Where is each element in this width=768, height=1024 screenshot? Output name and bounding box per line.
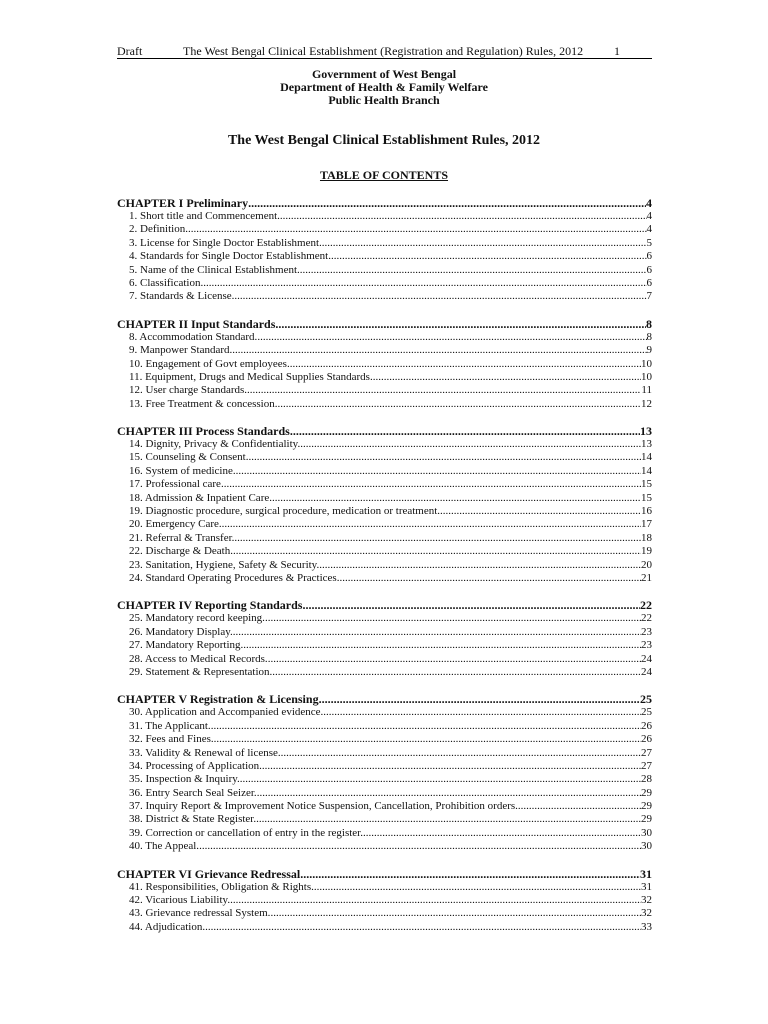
toc-section-entry-page: 23 [641, 625, 652, 638]
dot-leader [314, 881, 641, 894]
toc-section-entry-title: 35. Inspection & Inquiry. [129, 773, 240, 786]
toc-section-entry[interactable] [117, 706, 652, 719]
toc-section-entry-page: 26 [641, 719, 652, 732]
toc-section-entry[interactable] [117, 787, 652, 800]
toc-section-entry[interactable] [117, 881, 652, 894]
toc-section-entry-page: 4 [646, 210, 652, 222]
toc-chapter-entry-title: CHAPTER I Preliminary [117, 196, 249, 210]
toc-section-entry-title: 28. Access to Medical Records. [129, 652, 268, 665]
toc-section-entry-title: 13. Free Treatment & concession. [129, 397, 278, 410]
toc-section-entry[interactable] [117, 894, 652, 907]
toc-section-entry-page: 33 [641, 920, 652, 933]
toc-section-entry-title: 44. Adjudication. [129, 920, 206, 933]
toc-section-entry-page: 31 [641, 880, 652, 893]
toc-section-entry-page: 24 [641, 652, 652, 665]
toc-section-entry-title: 42. Vicarious Liability. [129, 894, 231, 907]
toc-section-entry[interactable] [117, 626, 652, 639]
toc-chapter-block [117, 692, 652, 853]
toc-section-entry-page: 8 [646, 330, 652, 343]
toc-section-entry-page: 15 [641, 491, 652, 504]
toc-section-entry[interactable] [117, 344, 652, 357]
toc-section-entry[interactable] [117, 653, 652, 666]
dot-leader [270, 907, 641, 920]
toc-section-entry-title: 21. Referral & Transfer. [129, 531, 235, 544]
toc-section-entry[interactable] [117, 478, 652, 491]
toc-section-entry[interactable] [117, 223, 652, 236]
toc-section-entry[interactable] [117, 264, 652, 277]
dot-leader [290, 424, 640, 438]
toc-section-entry[interactable] [117, 760, 652, 773]
toc-chapter-block [117, 598, 652, 679]
authority-line: Government of West Bengal [311, 67, 457, 81]
toc-section-entry-page: 32 [641, 894, 652, 907]
toc-chapter-entry-page: 4 [646, 196, 652, 210]
header-page-number: 1 [614, 44, 620, 58]
dot-leader [300, 438, 641, 451]
dot-leader [300, 264, 647, 277]
toc-section-entry[interactable] [117, 720, 652, 733]
toc-section-entry-page: 12 [641, 397, 652, 410]
dot-leader [188, 223, 647, 236]
dot-leader [272, 666, 641, 679]
dot-leader [268, 653, 641, 666]
toc-section-entry-title: 30. Application and Accompanied evidence. [129, 706, 324, 719]
running-header [117, 44, 652, 59]
toc-chapter-entry-page: 31 [640, 866, 652, 881]
dot-leader [257, 331, 646, 344]
toc-section-entry-title: 18. Admission & Inpatient Care. [129, 491, 272, 504]
dot-leader [256, 813, 641, 826]
toc-section-entry-page: 27 [641, 746, 652, 759]
toc-section-entry[interactable] [117, 733, 652, 746]
toc-section-entry-title: 33. Validity & Renewal of license. [129, 746, 281, 759]
toc-section-entry[interactable] [117, 451, 652, 464]
toc-section-entry[interactable] [117, 492, 652, 505]
toc-section-entry-page: 17 [641, 518, 652, 531]
toc-section-entry-page: 6 [646, 276, 652, 289]
authority-line: Department of Health & Family Welfare [280, 80, 488, 94]
toc-section-entry[interactable] [117, 921, 652, 934]
authority-line: Public Health Branch [328, 93, 440, 107]
toc-section-entry[interactable] [117, 559, 652, 572]
dot-leader [277, 398, 641, 411]
issuing-authority [0, 68, 768, 107]
toc-heading: TABLE OF CONTENTS [319, 168, 449, 182]
toc-section-entry-page: 14 [641, 464, 652, 477]
dot-leader [234, 532, 641, 545]
toc-section-entry[interactable] [117, 210, 652, 223]
dot-leader [230, 894, 641, 907]
toc-section-entry-page: 15 [641, 478, 652, 491]
toc-chapter-entry-page: 13 [640, 424, 652, 439]
table-of-contents [117, 196, 652, 934]
toc-section-entry-title: 27. Mandatory Reporting. [129, 639, 244, 652]
toc-section-entry-page: 28 [641, 773, 652, 786]
toc-section-entry-page: 23 [641, 639, 652, 652]
dot-leader [339, 572, 641, 585]
toc-chapter-entry[interactable] [117, 867, 652, 881]
toc-chapter-entry-title: CHAPTER III Process Standards [117, 424, 290, 439]
dot-leader [265, 612, 641, 625]
dot-leader [243, 639, 641, 652]
toc-section-entry-title: 12. User charge Standards. [129, 384, 248, 397]
toc-section-entry[interactable] [117, 505, 652, 518]
toc-section-entry[interactable] [117, 827, 652, 840]
toc-section-entry-title: 19. Diagnostic procedure, surgical procedure, medication or treatment. [129, 505, 441, 518]
toc-section-entry-title: 9. Manpower Standard. [129, 344, 233, 357]
toc-section-entry-title: 22. Discharge & Death. [129, 545, 233, 558]
dot-leader [440, 505, 641, 518]
page-title: The West Bengal Clinical Establishment Rules, 2012 [227, 133, 541, 148]
toc-section-entry-title: 41. Responsibilities, Obligation & Rights. [129, 880, 314, 893]
toc-section-entry[interactable] [117, 465, 652, 478]
toc-section-entry-page: 4 [646, 223, 652, 236]
dot-leader [518, 800, 641, 813]
dot-leader [214, 733, 641, 746]
dot-leader [203, 277, 646, 290]
toc-section-entry-title: 43. Grievance redressal System. [129, 907, 271, 920]
toc-chapter-entry-page: 8 [646, 316, 652, 331]
dot-leader [205, 921, 641, 934]
header-document-title: The West Bengal Clinical Establishment (Registration and Regulation) Rules, 2012 [183, 44, 584, 58]
toc-section-entry[interactable] [117, 398, 652, 411]
dot-leader [240, 773, 641, 786]
dot-leader [300, 867, 640, 881]
toc-section-entry-title: 17. Professional care. [129, 478, 224, 491]
toc-chapter-entry[interactable] [117, 692, 652, 706]
dot-leader [363, 827, 641, 840]
toc-chapter-entry-page: 25 [640, 692, 652, 707]
toc-section-entry-title: 7. Standards & License. [129, 290, 235, 303]
toc-section-entry-page: 27 [641, 759, 652, 772]
dot-leader [323, 706, 641, 719]
toc-chapter-block [117, 317, 652, 411]
toc-chapter-entry-title: CHAPTER VI Grievance Redressal [117, 866, 301, 881]
toc-section-entry-title: 23. Sanitation, Hygiene, Safety & Security. [129, 558, 320, 571]
toc-chapter-entry-page: 22 [640, 598, 652, 613]
toc-section-entry[interactable] [117, 612, 652, 625]
toc-section-entry-title: 32. Fees and Fines. [129, 733, 214, 746]
dot-leader [302, 598, 640, 612]
toc-section-entry-title: 34. Processing of Application. [129, 759, 262, 772]
toc-section-entry[interactable] [117, 384, 652, 397]
toc-section-entry-page: 19 [641, 545, 652, 558]
toc-section-entry-title: 4. Standards for Single Doctor Establishment [129, 250, 329, 263]
toc-section-entry-title: 5. Name of the Clinical Establishment. [129, 263, 300, 276]
toc-section-entry-title: 26. Mandatory Display. [129, 625, 233, 638]
toc-section-entry[interactable] [117, 666, 652, 679]
toc-section-entry-page: 20 [641, 558, 652, 571]
toc-section-entry-title: 3. License for Single Doctor Establishment [129, 236, 320, 249]
toc-section-entry[interactable] [117, 518, 652, 531]
toc-chapter-entry-title: CHAPTER V Registration & Licensing [117, 692, 319, 707]
toc-section-entry-page: 6 [646, 263, 652, 276]
dot-leader [328, 250, 646, 263]
dot-leader [224, 478, 641, 491]
dot-leader [248, 451, 641, 464]
toc-section-entry-page: 24 [641, 665, 652, 678]
toc-section-entry-title: 2. Definition. [129, 223, 188, 236]
toc-section-entry-title: 16. System of medicine [129, 464, 233, 477]
toc-section-entry-page: 25 [641, 706, 652, 719]
toc-section-entry[interactable] [117, 277, 652, 290]
dot-leader [222, 518, 641, 531]
toc-section-entry-page: 5 [646, 236, 652, 249]
toc-chapter-entry[interactable] [117, 598, 652, 612]
toc-section-entry-title: 15. Counseling & Consent. [129, 451, 249, 464]
toc-section-entry[interactable] [117, 237, 652, 250]
toc-chapter-entry[interactable] [117, 196, 652, 210]
toc-section-entry-page: 16 [641, 505, 652, 518]
toc-section-entry-page: 18 [641, 531, 652, 544]
toc-section-entry-page: 10 [641, 357, 652, 370]
toc-section-entry[interactable] [117, 250, 652, 263]
toc-section-entry-page: 9 [646, 344, 652, 357]
toc-section-entry-page: 14 [641, 451, 652, 464]
dot-leader [319, 692, 640, 706]
toc-section-entry[interactable] [117, 572, 652, 585]
toc-section-entry-title: 25. Mandatory record keeping. [129, 612, 265, 625]
toc-section-entry[interactable] [117, 532, 652, 545]
toc-section-entry-page: 21 [641, 571, 652, 584]
toc-section-entry-title: 10. Engagement of Govt employees [129, 357, 287, 370]
toc-chapter-entry-title: CHAPTER II Input Standards [117, 316, 276, 331]
dot-leader [281, 747, 641, 760]
dot-leader [272, 492, 641, 505]
dot-leader [319, 237, 646, 250]
toc-section-entry-title: 39. Correction or cancellation of entry in the register. [129, 826, 363, 839]
toc-chapter-entry-title: CHAPTER IV Reporting Standards [117, 598, 303, 613]
dot-leader [262, 760, 641, 773]
toc-chapter-entry[interactable] [117, 424, 652, 438]
toc-chapter-block [117, 867, 652, 935]
toc-section-entry[interactable] [117, 358, 652, 371]
dot-leader [211, 720, 641, 733]
toc-chapter-block [117, 424, 652, 585]
toc-section-entry-page: 22 [641, 612, 652, 625]
toc-section-entry-page: 29 [641, 813, 652, 826]
dot-leader [247, 384, 641, 397]
toc-section-entry-title: 6. Classification. [129, 276, 204, 289]
toc-section-entry-page: 10 [641, 370, 652, 383]
toc-section-entry-title: 20. Emergency Care. [129, 518, 222, 531]
toc-section-entry[interactable] [117, 800, 652, 813]
dot-leader [233, 545, 641, 558]
toc-section-entry-title: 14. Dignity, Privacy & Confidentiality. [129, 438, 301, 451]
toc-section-entry-page: 11 [641, 384, 652, 397]
dot-leader [257, 787, 641, 800]
toc-section-entry[interactable] [117, 371, 652, 384]
toc-section-entry[interactable] [117, 290, 652, 303]
toc-section-entry-page: 29 [641, 786, 652, 799]
toc-section-entry-page: 13 [641, 438, 652, 451]
toc-section-entry-page: 29 [641, 800, 652, 813]
toc-section-entry[interactable] [117, 639, 652, 652]
toc-section-entry[interactable] [117, 747, 652, 760]
dot-leader [232, 344, 646, 357]
toc-section-entry[interactable] [117, 438, 652, 451]
dot-leader [234, 290, 646, 303]
toc-section-entry-page: 30 [641, 840, 652, 853]
toc-section-entry[interactable] [117, 840, 652, 853]
dot-leader [280, 210, 647, 223]
toc-chapter-entry[interactable] [117, 317, 652, 331]
toc-chapter-block [117, 196, 652, 304]
header-draft-label: Draft [117, 44, 143, 58]
toc-section-entry-title: 36. Entry Search Seal Seizer. [129, 786, 257, 799]
toc-section-entry[interactable] [117, 331, 652, 344]
toc-section-entry-title: 40. The Appeal. [129, 840, 200, 853]
dot-leader [287, 358, 641, 371]
toc-section-entry-title: 24. Standard Operating Procedures & Practices. [129, 571, 340, 584]
dot-leader [199, 840, 641, 853]
dot-leader [248, 196, 646, 210]
toc-section-entry-title: 8. Accommodation Standard. [129, 330, 258, 343]
toc-section-entry-page: 7 [646, 290, 652, 303]
toc-section-entry-title: 31. The Applicant. [129, 719, 211, 732]
dot-leader [233, 626, 641, 639]
toc-section-entry-title: 38. District & State Register. [129, 813, 257, 826]
dot-leader [373, 371, 641, 384]
toc-section-entry-page: 26 [641, 733, 652, 746]
toc-section-entry-page: 30 [641, 826, 652, 839]
toc-section-entry[interactable] [117, 813, 652, 826]
toc-section-entry-title: 1. Short title and Commencement. [129, 210, 280, 222]
toc-section-entry-page: 6 [646, 250, 652, 263]
toc-section-entry-title: 37. Inquiry Report & Improvement Notice Suspension, Cancellation, Prohibition orders. [129, 800, 518, 813]
toc-section-entry-page: 32 [641, 907, 652, 920]
toc-section-entry[interactable] [117, 545, 652, 558]
toc-section-entry-title: 29. Statement & Representation. [129, 665, 273, 678]
toc-section-entry[interactable] [117, 907, 652, 920]
dot-leader [233, 465, 641, 478]
toc-section-entry-title: 11. Equipment, Drugs and Medical Supplies Standards. [129, 370, 373, 383]
dot-leader [319, 559, 641, 572]
dot-leader [275, 317, 646, 331]
toc-section-entry[interactable] [117, 773, 652, 786]
